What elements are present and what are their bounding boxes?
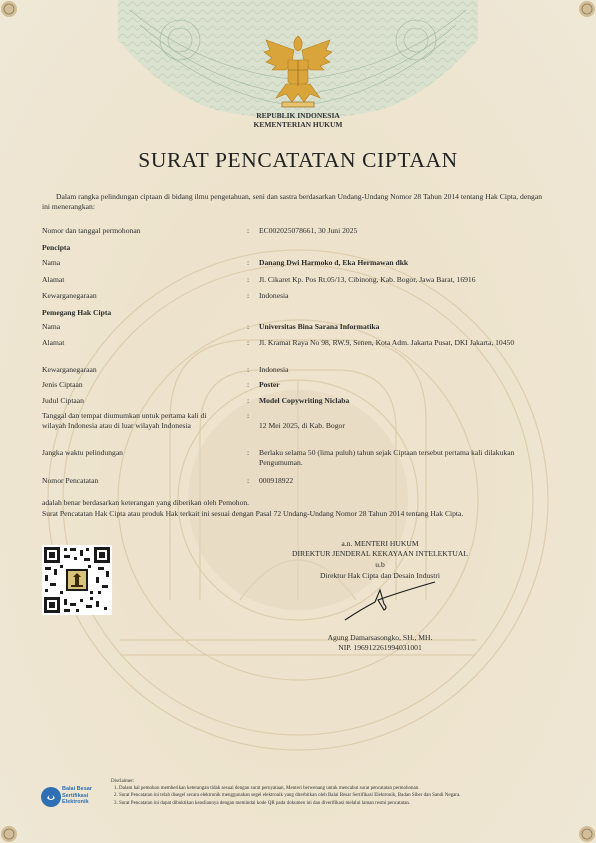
announcement-row: Tanggal dan tempat diumumkan untuk pertama kali di wilayah Indonesia atau di luar wilayah Indonesia : 12 Mei 2025, di Kab. Bogor (42, 411, 542, 443)
signatory-name: Agung Damarsasongko, SH., MH. (327, 633, 433, 642)
ub-label: u.b (375, 560, 385, 569)
creator-nationality-value: Indonesia (259, 291, 289, 300)
legal-basis-line: Surat Pencatatan Hak Cipta atau produk Hak terkait ini sesuai dengan Pasal 72 Undang-Undang Nomor 28 Tahun 2014 tentang Hak Cipta. (42, 509, 464, 518)
disclaimer-block (111, 778, 561, 807)
on-behalf-of-minister: a.n. MENTERI HUKUM (341, 539, 419, 548)
work-title-label: Judul Ciptaan (42, 396, 84, 405)
garuda-emblem-icon (256, 28, 340, 112)
creator-address-value: Jl. Cikaret Kp. Pos Rt.05/13, Cibinong, Kab. Bogor, Jawa Barat, 16916 (259, 275, 476, 284)
handwritten-signature (340, 580, 460, 630)
holder-nationality-value: Indonesia (259, 365, 289, 374)
disclaimer-item: 1. Dalam hal pemohon memberikan keterangan tidak sesuai dengan surat pernyataan, Menteri berwenang untuk mencabut surat pencatatan permohonan. (114, 786, 420, 792)
protection-term-label: Jangka waktu pelindungan (42, 448, 123, 457)
holder-section-heading: Pemegang Hak Cipta (42, 308, 112, 317)
announcement-value: 12 Mei 2025, di Kab. Bogor (259, 421, 345, 430)
creator-address-label: Alamat (42, 275, 65, 284)
director-title: Direktur Hak Cipta dan Desain Industri (320, 571, 440, 580)
ministry-heading: KEMENTERIAN HUKUM (253, 120, 343, 129)
creator-name-label: Nama (42, 258, 61, 267)
qr-code[interactable] (42, 545, 112, 615)
creator-name-value: Danang Dwi Harmoko d, Eka Hermawan dkk (259, 258, 409, 267)
work-type-value: Poster (259, 380, 280, 389)
statement-line: adalah benar berdasarkan keterangan yang diberikan oleh Pemohon. (42, 498, 250, 507)
bsre-line-2: Sertifikasi (62, 792, 89, 799)
work-type-label: Jenis Ciptaan (42, 380, 83, 389)
holder-address-label: Alamat (42, 338, 65, 347)
holder-name-value: Universitas Bina Sarana Informatika (259, 322, 380, 331)
protection-term-value: Berlaku selama 50 (lima puluh) tahun sejak Ciptaan tersebut pertama kali dilakukan Pengumuman. (259, 448, 515, 467)
document-title: SURAT PENCATATAN CIPTAAN (138, 148, 458, 172)
holder-nationality-label: Kewarganegaraan (42, 365, 97, 374)
work-title-value: Model Copywriting Niclaba (259, 396, 350, 405)
application-label: Nomor dan tanggal permohonan (42, 226, 141, 235)
certificate-page: REPUBLIK INDONESIA KEMENTERIAN HUKUM SURAT PENCATATAN CIPTAAN Dalam rangka pelindungan ciptaan di bidang ilmu pengetahuan, seni dan sastra berdasarkan Undang-Undang Nomor 28 Tahun 2014 tentang Hak Cipta, dengan ini menerangkan: Nomor dan tanggal permohonan : EC002025078661, 30 Juni 2025 Pencipta Nama : Danang Dwi Harmoko d, Eka Hermawan dkk Alamat : Jl. Cikaret Kp. Pos Rt.05/13, Cibinong, Kab. Bogor, Jawa Barat, 16916 Kewarganegaraan : Indonesia Pemegang Hak Cipta Nama : Universitas Bina Sarana Informatika Alamat : Jl. Kramat Raya No 98, RW.9, Senen, Kota Adm. Jakarta Pusat, DKI Jakarta, 10450 Kewarganegaraan : Indonesia Jenis Ciptaan : Poster Judul Ciptaan : Model Copywriting Niclaba Tanggal dan tempat diumumkan untuk pertama kali di wilayah Indonesia atau di luar wilayah Indonesia : 12 Mei 2025, di Kab. Bogor Jangka waktu pelindungan : Berlaku selama 50 (lima puluh) tahun sejak Ciptaan tersebut pertama kali dilakukan Pengumuman. Nomor Pencatatan : 000918922 adalah benar berdasarkan keterangan yang diberikan oleh Pemohon. Surat Pencatatan Hak Cipta atau produk Hak terkait ini sesuai dengan Pasal 72 Undang-Undang Nomor 28 Tahun 2014 tentang Hak Cipta. a.n. MENTERI HUKUM DIREKTUR JENDERAL KEKAYAAN INTELEKTUAL u.b Direktur Hak Cipta dan Desain Industri Agung Damarsasongko, SH., MH. NIP. 196912261994031001 Balai Besar Sertifikasi Elektronik Disclaimer: 1. Dalam hal pemohon memberikan keterangan tidak sesuai dengan surat pernyataan, Menteri berwenang untuk mencabut surat pencatatan permohonan. 2. Surat Pencatatan ini telah disegel secara elektronik menggunakan segel elektronik yang diterbitkan oleh Balai Besar Sertifikasi Elektronik, Badan Siber dan Sandi Negara. 3. Surat Pencatatan ini dapat dibuktikan keasliannya dengan memindai kode QR pada dokumen ini dan diverifikasi melalui laman resmi pencatatan. (0, 0, 596, 843)
director-general-title: DIREKTUR JENDERAL KEKAYAAN INTELEKTUAL (292, 549, 468, 558)
disclaimer-title: Disclaimer: (111, 779, 135, 784)
republic-heading: REPUBLIK INDONESIA (256, 111, 340, 120)
creator-nationality-label: Kewarganegaraan (42, 291, 97, 300)
holder-name-label: Nama (42, 322, 61, 331)
record-number-label: Nomor Pencatatan (42, 476, 99, 485)
holder-address-value: Jl. Kramat Raya No 98, RW.9, Senen, Kota Adm. Jakarta Pusat, DKI Jakarta, 10450 (259, 338, 515, 347)
intro-paragraph: Dalam rangka pelindungan ciptaan di bidang ilmu pengetahuan, seni dan sastra berdasarkan Undang-Undang Nomor 28 Tahun 2014 tentang Hak Cipta, dengan ini menerangkan: (42, 192, 542, 211)
disclaimer-item: 3. Surat Pencatatan ini dapat dibuktikan keasliannya dengan memindai kode QR pada dokumen ini dan diverifikasi melalui laman resmi pencatatan. (114, 800, 411, 806)
bsre-line-1: Balai Besar (62, 786, 92, 792)
creator-section-heading: Pencipta (42, 243, 71, 252)
disclaimer-item: 2. Surat Pencatatan ini telah disegel secara elektronik menggunakan segel elektronik yang diterbitkan oleh Balai Besar Sertifikasi Elektronik, Badan Siber dan Sandi Negara. (114, 793, 461, 799)
bsre-line-3: Elektronik (62, 799, 89, 805)
announcement-label: Tanggal dan tempat diumumkan untuk pertama kali di wilayah Indonesia atau di luar wilayah Indonesia (42, 411, 207, 430)
bsre-logo (40, 786, 110, 812)
record-number-value: 000918922 (259, 476, 294, 485)
bsre-shield-icon (40, 786, 62, 808)
signatory-nip: NIP. 196912261994031001 (338, 643, 422, 652)
application-value: EC002025078661, 30 Juni 2025 (259, 226, 358, 235)
